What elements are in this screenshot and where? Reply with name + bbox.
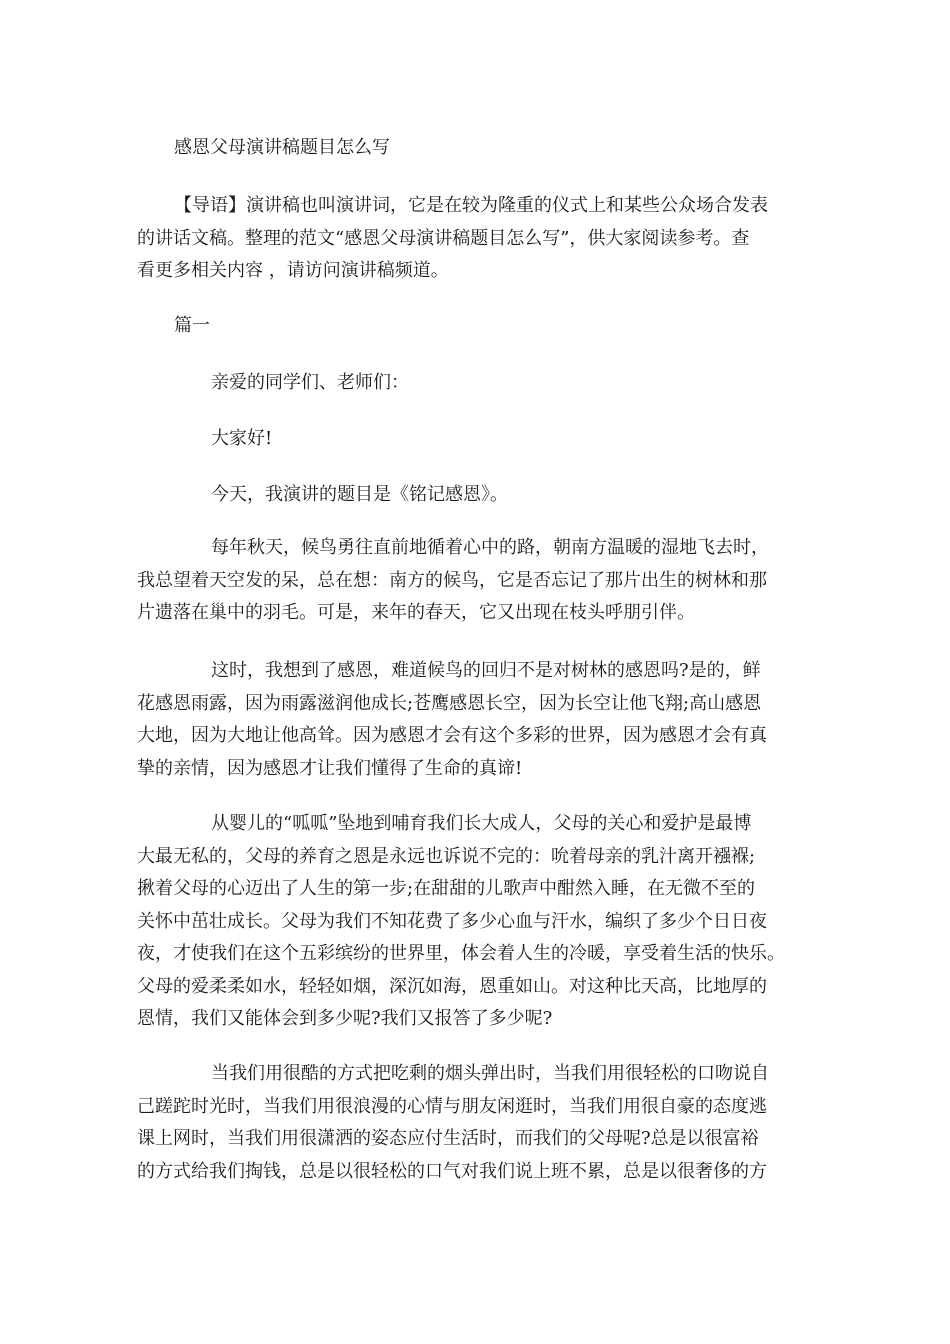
speech-topic: 今天，我演讲的题目是《铭记感恩》。: [211, 484, 508, 505]
paragraph-line: 片遗落在巢中的羽毛。可是，来年的春天，它又出现在枝头呼朋引伴。: [137, 602, 695, 623]
paragraph-line: 大最无私的，父母的养育之恩是永远也诉说不完的：吮着母亲的乳汁离开襁褓;: [137, 845, 756, 867]
paragraph-line: 每年秋天，候鸟勇往直前地循着心中的路，朝南方温暖的湿地飞去时，: [211, 537, 769, 558]
intro-line: 【导语】演讲稿也叫演讲词，它是在较为隆重的仪式上和某些公众场合发表: [174, 195, 768, 216]
paragraph-line: 大地，因为大地让他高耸。因为感恩才会有这个多彩的世界，因为感恩才会有真: [137, 725, 767, 746]
paragraph-line: 从婴儿的“呱呱”坠地到哺育我们长大成人，父母的关心和爱护是最博: [211, 813, 752, 834]
intro-line: 的讲话文稿。整理的范文“感恩父母演讲稿题目怎么写”，供大家阅读参考。查: [137, 227, 750, 249]
paragraph-line: 当我们用很酷的方式把吃剩的烟头弹出时，当我们用很轻松的口吻说自: [211, 1063, 769, 1084]
paragraph-3: [137, 808, 817, 1036]
intro-line: 看更多相关内容 ，请访问演讲稿频道。: [137, 260, 449, 281]
paragraph-line: 挚的亲情，因为感恩才让我们懂得了生命的真谛!: [137, 757, 523, 779]
paragraph-line: 恩情，我们又能体会到多少呢?我们又报答了多少呢?: [137, 1008, 553, 1029]
paragraph-line: 夜，才使我们在这个五彩缤纷的世界里，体会着人生的冷暖，享受着生活的快乐。: [137, 943, 785, 964]
paragraph-2: [137, 655, 817, 785]
greeting: 大家好!: [211, 428, 273, 449]
paragraph-4: [137, 1058, 817, 1188]
salutation: 亲爱的同学们、老师们：: [211, 372, 409, 393]
paragraph-line: 己蹉跎时光时，当我们用很浪漫的心情与朋友闲逛时，当我们用很自豪的态度逃: [137, 1095, 767, 1117]
paragraph-line: 这时，我想到了感恩，难道候鸟的回归不是对树林的感恩吗?是的，鲜: [211, 660, 761, 681]
paragraph-line: 关怀中茁壮成长。父母为我们不知花费了多少心血与汗水，编织了多少个日日夜: [137, 910, 767, 932]
paragraph-line: 揪着父母的心迈出了人生的第一步;在甜甜的儿歌声中酣然入睡，在无微不至的: [137, 878, 756, 899]
paragraph-1: [137, 532, 817, 630]
intro-paragraph: [137, 190, 817, 288]
document-title: 感恩父母演讲稿题目怎么写: [174, 137, 390, 158]
paragraph-line: 的方式给我们掏钱，总是以很轻松的口气对我们说上班不累，总是以很奢侈的方: [137, 1160, 767, 1182]
paragraph-line: 花感恩雨露，因为雨露滋润他成长;苍鹰感恩长空，因为长空让他飞翔;高山感恩: [137, 692, 762, 714]
section-heading: 篇一: [174, 315, 210, 336]
paragraph-line: 我总望着天空发的呆，总在想：南方的候鸟，它是否忘记了那片出生的树林和那: [137, 569, 767, 591]
paragraph-line: 课上网时，当我们用很潇洒的姿态应付生活时，而我们的父母呢?总是以很富裕: [137, 1128, 759, 1149]
paragraph-line: 父母的爱柔柔如水，轻轻如烟，深沉如海，恩重如山。对这种比天高，比地厚的: [137, 975, 767, 997]
